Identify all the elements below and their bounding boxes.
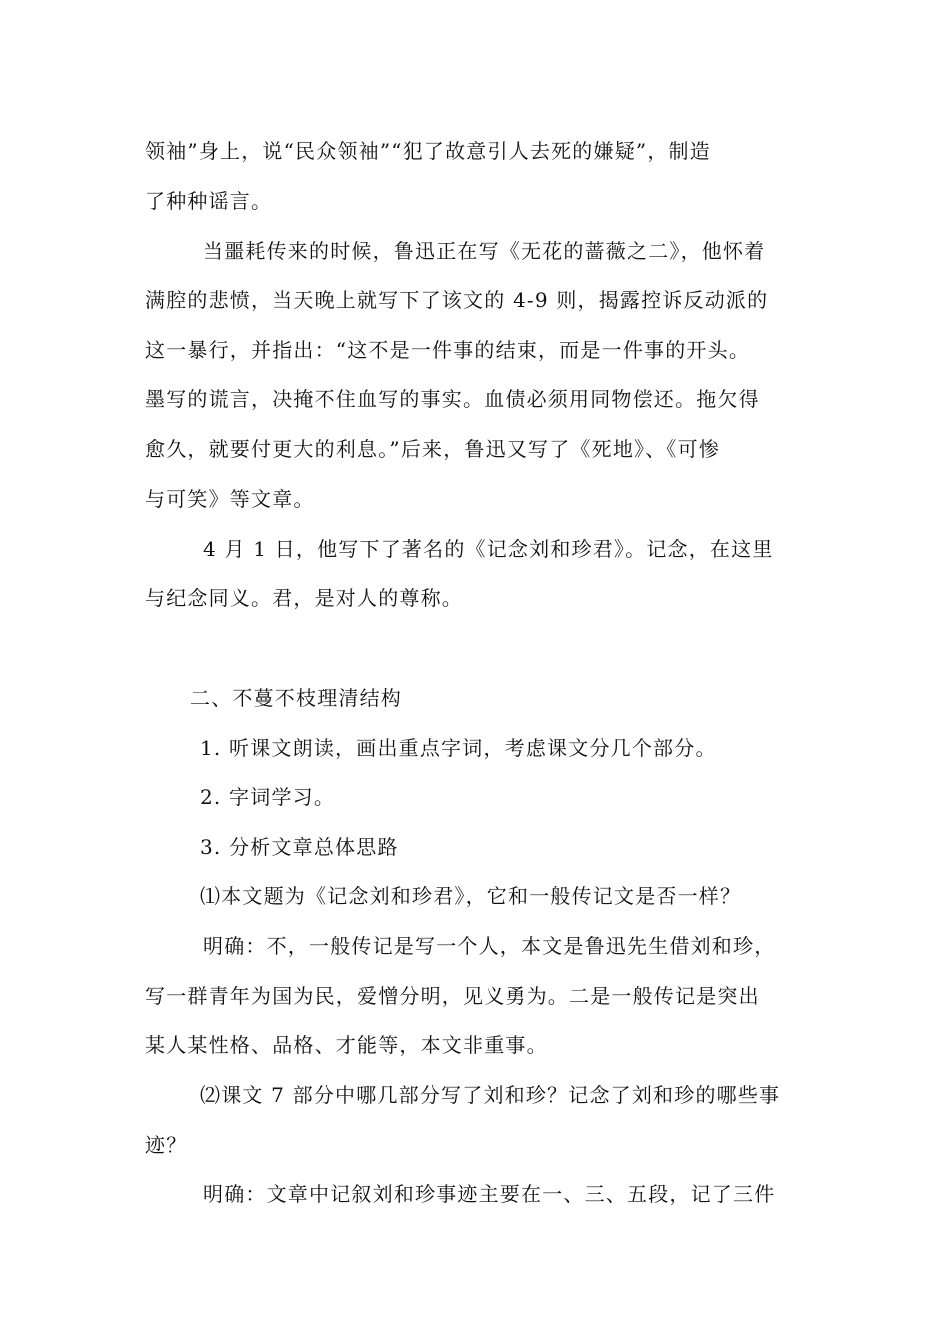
paragraph-line: 墨写的谎言，决掩不住血写的事实。血债必须用同物偿还。拖欠得 (145, 387, 760, 411)
paragraph-line: 与纪念同义。君，是对人的尊称。 (145, 586, 463, 610)
paragraph-line: 某人某性格、品格、才能等，本文非重事。 (145, 1033, 548, 1057)
list-item: 2. 字词学习。 (200, 785, 336, 809)
paragraph-line: 了种种谣言。 (145, 189, 273, 213)
list-item: 3. 分析文章总体思路 (200, 835, 399, 859)
paragraph-line: 当噩耗传来的时候，鲁迅正在写《无花的蔷薇之二》，他怀着 (203, 239, 766, 263)
paragraph-line: 明确：文章中记叙刘和珍事迹主要在一、三、五段，记了三件 (203, 1182, 776, 1206)
paragraph-line: 写一群青年为国为民，爱憎分明，见义勇为。二是一般传记是突出 (145, 984, 760, 1008)
list-item: 1. 听课文朗读，画出重点字词，考虑课文分几个部分。 (200, 736, 717, 760)
question-line: ⑴本文题为《记念刘和珍君》，它和一般传记文是否一样？ (200, 884, 742, 908)
paragraph-line: 领袖”身上，说“民众领袖”“犯了故意引人去死的嫌疑”，制造 (145, 139, 711, 163)
paragraph-line: 满腔的悲愤，当天晚上就写下了该文的 4-9 则，揭露控诉反动派的 (145, 288, 769, 312)
paragraph-line: 与可笑》等文章。 (145, 487, 315, 511)
paragraph-line: 愈久，就要付更大的利息。”后来，鲁迅又写了《死地》、《可惨 (145, 437, 721, 461)
paragraph-line: 迹？ (145, 1133, 188, 1157)
paragraph-line: 这一暴行，并指出：“这不是一件事的结束，而是一件事的开头。 (145, 338, 751, 362)
paragraph-line: 4 月 1 日，他写下了著名的《记念刘和珍君》。记念，在这里 (203, 537, 774, 561)
section-heading: 二、不蔓不枝理清结构 (190, 686, 402, 710)
paragraph-line: 明确：不，一般传记是写一个人，本文是鲁迅先生借刘和珍， (203, 934, 776, 958)
question-line: ⑵课文 7 部分中哪几部分写了刘和珍？记念了刘和珍的哪些事 (200, 1083, 781, 1107)
